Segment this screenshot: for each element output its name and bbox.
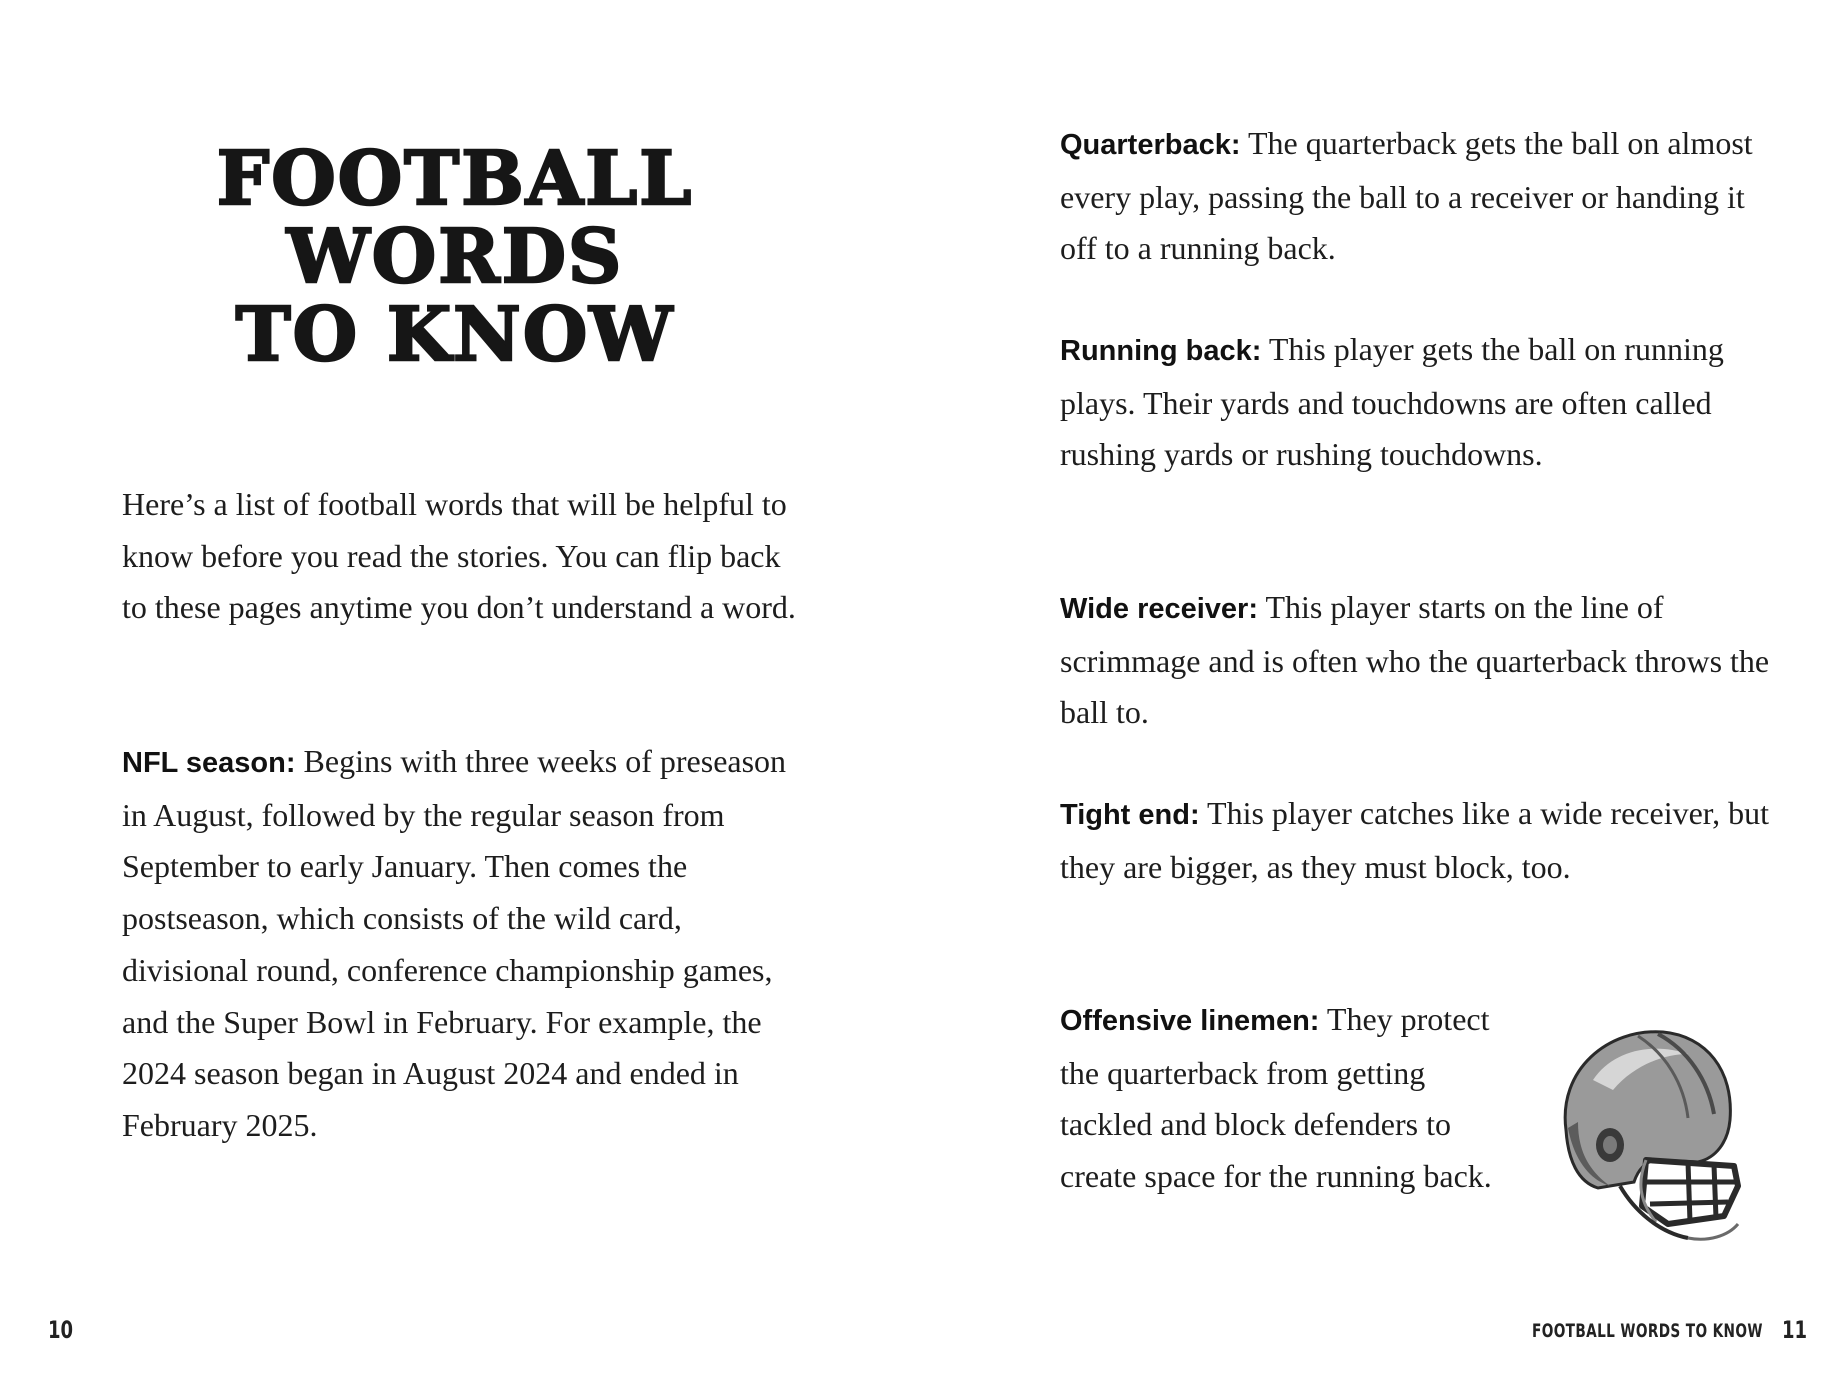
- glossary-definition: This player starts on the line of scrimmage and is often who the quarterback throws the ball to.: [1060, 589, 1770, 731]
- glossary-entry-tight-end: [1060, 788, 1780, 893]
- glossary-term: NFL season:: [122, 747, 296, 779]
- page-number-left: 10: [48, 1316, 74, 1344]
- glossary-definition: They protect the quarterback from getting tackled and block defenders to create space for the running back.: [1060, 1001, 1492, 1195]
- glossary-entry-wide-receiver: [1060, 582, 1780, 739]
- glossary-definition: The quarterback gets the ball on almost every play, passing the ball to a receiver or handing it off to a running back.: [1060, 125, 1753, 267]
- glossary-entry-running-back: [1060, 324, 1780, 481]
- glossary-definition: This player catches like a wide receiver, but they are bigger, as they must block, too.: [1060, 795, 1770, 885]
- page-number-right: 11: [1782, 1316, 1808, 1344]
- glossary-definition: This player gets the ball on running plays. Their yards and touchdowns are often called rushing yards or rushing touchdowns.: [1060, 331, 1724, 473]
- glossary-definition: Begins with three weeks of preseason in August, followed by the regular season from September to early January. Then comes the postseason, which consists of the wild card, divisional round, conference championship games, and the Super Bowl in February. For example, the 2024 season began in August 2024 and ended in February 2025.: [122, 743, 787, 1143]
- running-head: FOOTBALL WORDS TO KNOW: [1532, 1320, 1763, 1342]
- football-helmet-icon: [1538, 1010, 1748, 1250]
- title-line: WORDS: [286, 214, 624, 300]
- glossary-entry-quarterback: [1060, 118, 1780, 275]
- intro-paragraph: Here’s a list of football words that will be helpful to know before you read the stories. You can flip back to these pages anytime you don’t understand a word.: [122, 486, 796, 626]
- right-page: [920, 0, 1841, 1378]
- glossary-term: Quarterback:: [1060, 129, 1241, 161]
- glossary-term: Wide receiver:: [1060, 593, 1259, 625]
- glossary-term: Running back:: [1060, 335, 1262, 367]
- title-line: FOOTBALL: [216, 136, 694, 222]
- title-line: TO KNOW: [235, 292, 675, 378]
- left-page: [0, 0, 920, 1378]
- glossary-entry-nfl-season: [122, 736, 812, 1152]
- glossary-term: Tight end:: [1060, 799, 1200, 831]
- glossary-term: Offensive linemen:: [1060, 1005, 1320, 1037]
- page-title: [120, 136, 790, 378]
- glossary-entry-offensive-linemen: [1060, 994, 1520, 1203]
